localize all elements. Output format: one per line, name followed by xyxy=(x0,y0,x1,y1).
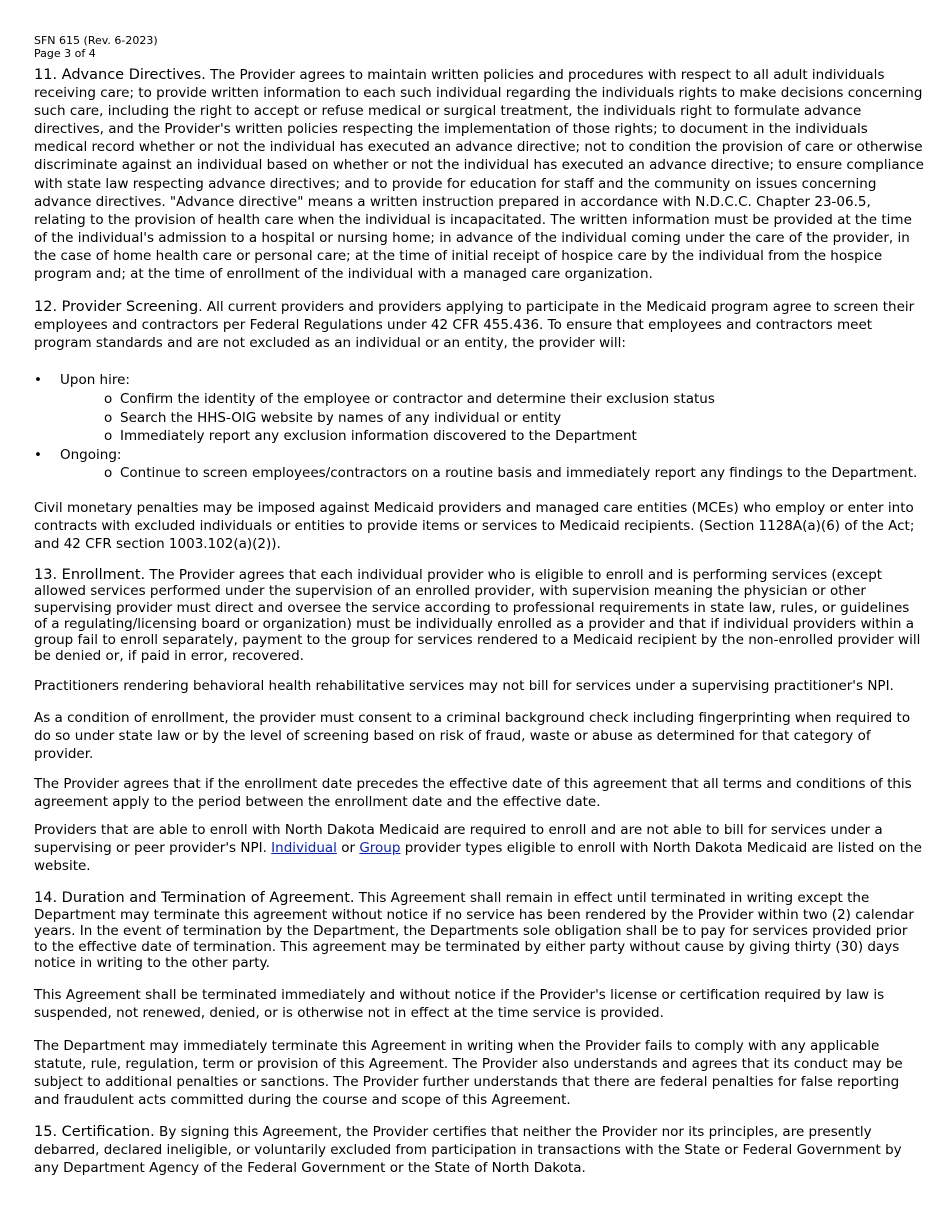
section-14-body: This Agreement shall remain in effect until terminated in writing except the Department may terminate this agreement without notice if no service has been rendered by the Provider within two (2) calendar years. In the event of termination by the Department, the Departments sole obligation shall be to pay for services provided prior to the effective date of termination. This agreement may be terminated by either party without cause by giving thirty (30) days notice in writing to the other party. xyxy=(34,890,914,972)
list-item: o Continue to screen employees/contractors on a routine basis and immediately report any findings to the Department. xyxy=(98,464,924,483)
section-12-provider-screening xyxy=(34,298,924,352)
license-termination-paragraph: This Agreement shall be terminated immediately and without notice if the Provider's license or certification required by law is suspended, not renewed, denied, or is otherwise not in effect at the time service is provided. xyxy=(34,987,885,1022)
npi-enrollment-paragraph xyxy=(34,821,924,875)
or-text: or xyxy=(336,840,360,857)
upon-hire-sublist xyxy=(60,390,924,446)
upon-hire-label: Upon hire: xyxy=(60,372,130,389)
list-item: o Immediately report any exclusion information discovered to the Department xyxy=(98,427,924,446)
individual-link[interactable]: Individual xyxy=(271,840,337,857)
behavioral-health-paragraph: Practitioners rendering behavioral health rehabilitative services may not bill for services under a supervising practitioner's NPI. xyxy=(34,678,894,695)
ongoing-label: Ongoing: xyxy=(60,446,122,463)
list-item: o Confirm the identity of the employee or contractor and determine their exclusion status xyxy=(98,390,924,409)
section-11-body: The Provider agrees to maintain written policies and procedures with respect to all adult individuals receiving care; to provide written information to each such individual regarding the individuals rights to make decisions concerning such care, including the right to accept or refuse medical or surgical treatment, the individuals right to formulate advance directives, and the Provider's written policies respecting the implementation of those rights; to document in the individuals medical record whether or not the individual has executed an advance directive; not to condition the provision of care or otherwise discriminate against an individual based on whether or not the individual has executed an advance directive; to ensure compliance with state law respecting advance directives; and to provide for education for staff and the community on issues concerning advance directives. "Advance directive" means a written instruction prepared in accordance with N.D.C.C. Chapter 23-06.5, relating to the provision of health care when the individual is incapacitated. The written information must be provided at the time of the individual's admission to a hospital or nursing home; in advance of the individual coming under the care of the provider, in the case of home health care or personal care; at the time of initial receipt of hospice care by the individual from the hospice program and; at the time of enrollment of the individual with a managed care organization. xyxy=(34,67,924,283)
list-item-upon-hire xyxy=(34,371,924,445)
npi-enrollment-text-end: provider types eligible to enroll with North Dakota Medicaid are listed on the website. xyxy=(34,840,922,875)
form-header xyxy=(34,34,924,60)
civil-penalties-paragraph: Civil monetary penalties may be imposed against Medicaid providers and managed care entities (MCEs) who employ or enter into contracts with excluded individuals or entities to provide items or services to Medicaid recipients. (Section 1128A(a)(6) of the Act; and 42 CFR section 1003.102(a)(2)). xyxy=(34,499,915,553)
section-15-heading: 15. Certification. xyxy=(34,1123,155,1140)
section-11-advance-directives xyxy=(34,66,924,283)
department-termination-paragraph: The Department may immediately terminate this Agreement in writing when the Provider fails to comply with any applicable statute, rule, regulation, term or provision of this Agreement. The Provider also understands and agrees that its conduct may be subject to additional penalties or sanctions. The Provider further understands that there are federal penalties for false reporting and fraudulent acts committed during the course and scope of this Agreement. xyxy=(34,1037,903,1108)
enrollment-date-paragraph: The Provider agrees that if the enrollment date precedes the effective date of this agreement that all terms and conditions of this agreement apply to the period between the enrollment date and the effective date. xyxy=(34,775,912,810)
list-item-ongoing xyxy=(34,446,924,483)
section-15-certification xyxy=(34,1123,924,1177)
section-14-heading: 14. Duration and Termination of Agreement. xyxy=(34,890,355,907)
section-11-heading: 11. Advance Directives. xyxy=(34,67,206,83)
list-item: o Search the HHS-OIG website by names of any individual or entity xyxy=(98,409,924,428)
section-13-heading: 13. Enrollment. xyxy=(34,567,146,584)
section-12-heading: 12. Provider Screening xyxy=(34,299,199,316)
ongoing-sublist xyxy=(60,464,924,483)
section-13-body: The Provider agrees that each individual provider who is eligible to enroll and is performing services (except allowed services performed under the supervision of an enrolled provider, with supervision meaning the physician or other supervising provider must direct and oversee the service according to professional requirements in state law, rules, or guidelines of a regulating/licensing board or organization) must be individually enrolled as a provider and that if individual providers within a group fail to enroll separately, payment to the group for services rendered to a Medicaid recipient by the non-enrolled provider will be denied or, if paid in error, recovered. xyxy=(34,567,921,665)
group-link[interactable]: Group xyxy=(359,840,401,857)
background-check-paragraph: As a condition of enrollment, the provider must consent to a criminal background check including fingerprinting when required to do so under state law or by the level of screening based on risk of fraud, waste or abuse as determined for that category of provider. xyxy=(34,709,911,762)
screening-steps-list xyxy=(34,371,924,483)
section-13-enrollment xyxy=(34,567,924,664)
npi-enrollment-text: Providers that are able to enroll with North Dakota Medicaid are required to enroll and are not able to bill for services under a supervising or peer provider's NPI. xyxy=(34,822,883,857)
document-page xyxy=(34,34,924,1177)
page-number: Page 3 of 4 xyxy=(34,47,96,60)
section-15-body: By signing this Agreement, the Provider certifies that neither the Provider nor its principles, are presently debarred, declared ineligible, or voluntarily excluded from participation in transactions with the State or Federal Government by any Department Agency of the Federal Government or the State of North Dakota. xyxy=(34,1123,902,1177)
form-id: SFN 615 (Rev. 6-2023) xyxy=(34,34,158,47)
section-12-body: . All current providers and providers applying to participate in the Medicaid program agree to screen their employees and contractors per Federal Regulations under 42 CFR 455.436. To ensure that employees and contractors meet program standards and are not excluded as an individual or an entity, the provider will: xyxy=(34,299,915,352)
section-14-duration-termination xyxy=(34,890,924,971)
